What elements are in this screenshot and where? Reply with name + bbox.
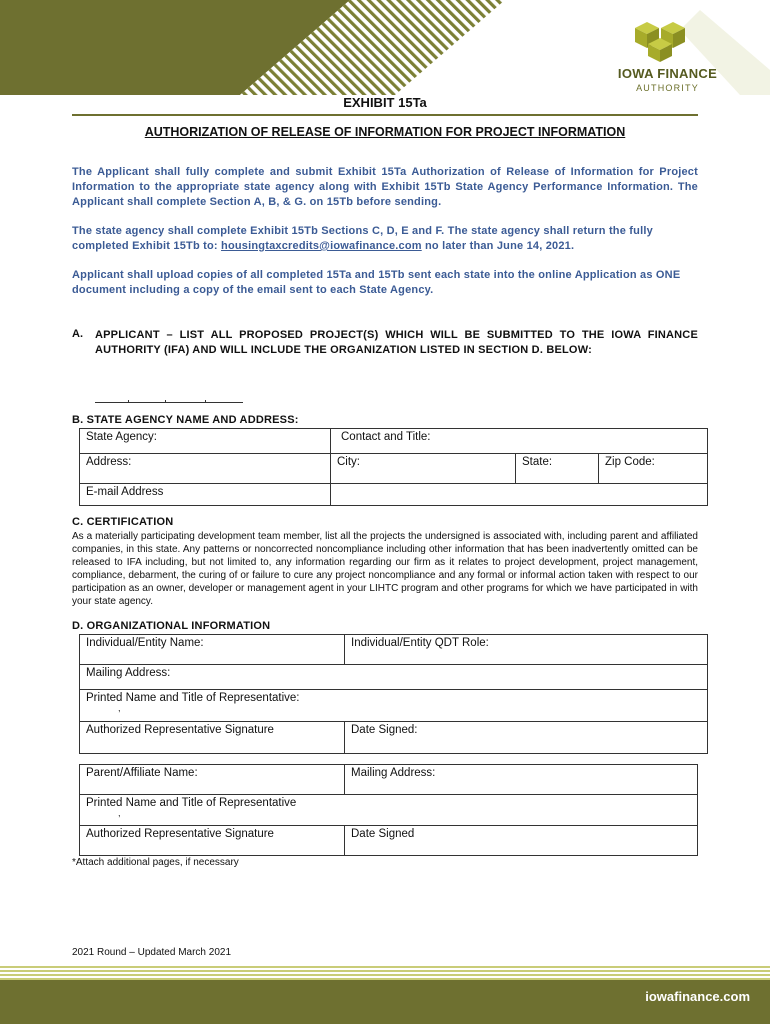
date-signed-label: Date Signed: [351, 724, 418, 736]
signature-field[interactable] [80, 722, 345, 754]
parent-signature-label: Authorized Representative Signature [86, 828, 274, 840]
section-a-text: APPLICANT – LIST ALL PROPOSED PROJECT(S) WHICH WILL BE SUBMITTED TO THE IOWA FINANCE AUTHORITY (IFA) AND WILL INCLUDE THE ORGANIZATION LISTED IN SECTION D. BELOW: [95, 329, 698, 356]
parent-name-field[interactable] [80, 765, 345, 795]
zip-code-label: Zip Code: [605, 456, 655, 468]
parent-name-label: Parent/Affiliate Name: [86, 767, 198, 779]
city-label: City: [337, 456, 360, 468]
document-title: AUTHORIZATION OF RELEASE OF INFORMATION FOR PROJECT INFORMATION [144, 125, 626, 139]
mailing-address-field[interactable] [80, 665, 708, 690]
parent-printed-name-field[interactable] [80, 795, 698, 826]
address-label: Address: [86, 456, 132, 468]
signature-label: Authorized Representative Signature [86, 724, 274, 736]
intro-paragraph-1: The Applicant shall fully complete and submit Exhibit 15Ta Authorization of Release of Information for Project Information to the appropriate state agency along with Exhibit 15Tb State Agency Performance Information. The Applicant shall complete Section A, B, & G. on 15Tb before sending. [72, 166, 698, 208]
parent-printed-name-comma: , [118, 808, 121, 818]
contact-title-field[interactable] [331, 429, 708, 454]
section-b-heading: B. STATE AGENCY NAME AND ADDRESS: [72, 414, 299, 426]
qdt-role-label: Individual/Entity QDT Role: [351, 637, 489, 649]
state-agency-table [79, 428, 708, 506]
entity-name-field[interactable] [80, 635, 345, 665]
section-d-heading: D. ORGANIZATIONAL INFORMATION [72, 620, 271, 632]
parent-mailing-label: Mailing Address: [351, 767, 436, 779]
section-a-letter: A. [72, 328, 83, 340]
intro-p2-text: The state agency shall complete Exhibit 15Tb Sections C, D, E and F. The state agency shall return the fully completed Exhibit 15Tb to: [72, 225, 653, 252]
certification-text: As a materially participating development team member, list all the projects the undersigned is associated with, including parent and affiliated companies, in this state. Any patterns or noncorrected noncompliance including other information that has been inadvertently omitted can be released to IFA including, but not limited to, any information regarding our firm as it relates to project development, project management, compliance, debarment, the curing of or failure to cure any project noncompliance and any formal or informal action taken with respect to our participation as an owner, developer or management agent in your LIHTC program and other programs for which we have participated in with your state agency. [72, 531, 698, 607]
date-signed-field[interactable] [345, 722, 708, 754]
intro-p2-deadline: no later than June 14, 2021. [421, 240, 575, 252]
qdt-role-field[interactable] [345, 635, 708, 665]
intro-paragraph-2 [72, 224, 698, 254]
email-address-field[interactable] [80, 484, 331, 506]
parent-signature-field[interactable] [80, 826, 345, 856]
contact-title-label: Contact and Title: [341, 431, 431, 443]
printed-name-field[interactable] [80, 690, 708, 722]
parent-affiliate-table [79, 764, 698, 856]
attach-pages-note: *Attach additional pages, if necessary [72, 857, 239, 868]
email-address-value[interactable] [331, 484, 708, 506]
intro-paragraph-3: Applicant shall upload copies of all completed 15Ta and 15Tb sent each state into the online Application as ONE document including a copy of the email sent to each State Agency. [72, 269, 681, 296]
parent-mailing-field[interactable] [345, 765, 698, 795]
parent-date-signed-field[interactable] [345, 826, 698, 856]
website-link[interactable]: iowafinance.com [645, 989, 750, 1004]
parent-printed-name-label: Printed Name and Title of Representative [86, 797, 297, 809]
city-field[interactable] [331, 454, 516, 484]
printed-name-comma: , [118, 703, 121, 713]
logo-subtitle: AUTHORITY [636, 83, 699, 93]
title-divider [72, 114, 698, 116]
state-label: State: [522, 456, 553, 468]
organization-table [79, 634, 708, 754]
exhibit-title: EXHIBIT 15Ta [343, 95, 427, 110]
logo-name: IOWA FINANCE [617, 66, 718, 81]
mailing-address-label: Mailing Address: [86, 667, 171, 679]
state-field[interactable] [516, 454, 599, 484]
state-agency-field[interactable] [80, 429, 331, 454]
email-address-label: E-mail Address [86, 486, 164, 498]
housing-email-link[interactable]: housingtaxcredits@iowafinance.com [221, 240, 422, 252]
entity-name-label: Individual/Entity Name: [86, 637, 204, 649]
printed-name-label: Printed Name and Title of Representative: [86, 692, 300, 704]
address-field[interactable] [80, 454, 331, 484]
zip-code-field[interactable] [599, 454, 708, 484]
parent-date-signed-label: Date Signed [351, 828, 415, 840]
round-updated-note: 2021 Round – Updated March 2021 [72, 947, 232, 958]
section-c-heading: C. CERTIFICATION [72, 516, 174, 528]
state-agency-label: State Agency: [86, 431, 157, 443]
project-list-line[interactable] [95, 402, 243, 403]
